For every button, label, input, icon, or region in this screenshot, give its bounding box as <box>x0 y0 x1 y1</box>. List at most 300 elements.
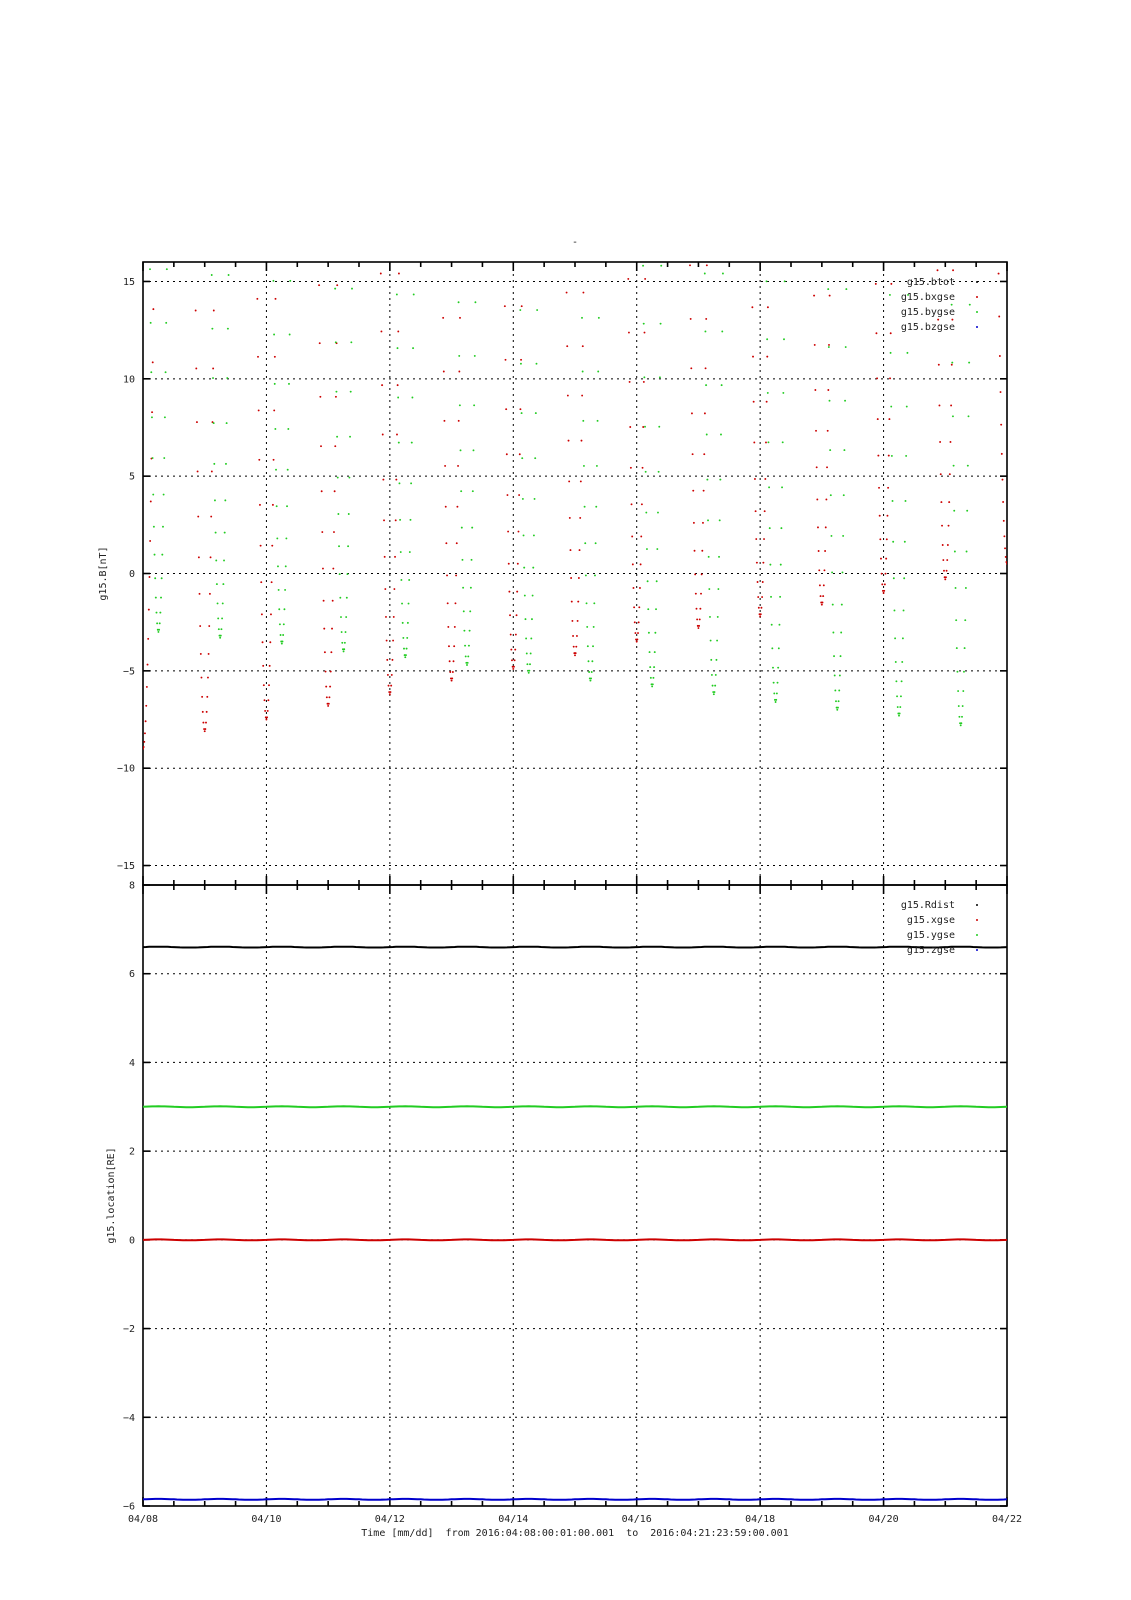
data-point-g15-bygse <box>524 595 526 597</box>
data-point-g15-bygse <box>460 449 462 451</box>
data-point-g15-bygse <box>589 680 591 682</box>
data-point-g15-bygse <box>522 498 524 500</box>
data-point-g15-bxgse <box>758 607 760 609</box>
data-point-g15-bxgse <box>264 710 266 712</box>
data-point-g15-bygse <box>704 331 706 333</box>
data-point-g15-bxgse <box>952 269 954 271</box>
data-point-g15-bxgse <box>1005 556 1007 558</box>
data-point-g15-bygse <box>888 232 890 234</box>
data-point-g15-bygse <box>161 554 163 556</box>
data-point-g15-bygse <box>336 436 338 438</box>
data-point-g15-bxgse <box>703 490 705 492</box>
data-point-g15-bxgse <box>271 545 273 547</box>
data-point-g15-bygse <box>583 465 585 467</box>
data-point-g15-bxgse <box>881 573 883 575</box>
data-point-g15-bygse <box>528 672 530 674</box>
x-tick-label: 04/22 <box>991 1514 1023 1525</box>
data-point-g15-bygse <box>642 265 644 267</box>
data-point-g15-bygse <box>896 695 898 697</box>
data-point-g15-bygse <box>593 626 595 628</box>
series-line-g15-zgse <box>143 1499 1007 1500</box>
data-point-g15-bxgse <box>753 401 755 403</box>
legend-marker <box>976 934 978 936</box>
data-point-g15-bygse <box>526 653 528 655</box>
data-point-g15-bygse <box>217 602 219 604</box>
data-point-g15-bygse <box>782 441 784 443</box>
data-point-g15-bxgse <box>583 234 585 236</box>
data-point-g15-bxgse <box>146 686 148 688</box>
data-point-g15-bxgse <box>329 686 331 688</box>
data-point-g15-bxgse <box>152 308 154 310</box>
data-point-g15-bygse <box>960 722 962 724</box>
data-point-g15-bygse <box>957 671 959 673</box>
data-point-g15-bygse <box>710 659 712 661</box>
data-point-g15-bxgse <box>155 61 157 63</box>
data-point-g15-bxgse <box>1000 391 1002 393</box>
data-point-g15-bxgse <box>211 471 213 473</box>
legend-label: g15.btot <box>906 277 955 288</box>
data-point-g15-bygse <box>535 412 537 414</box>
data-point-g15-bygse <box>397 347 399 349</box>
data-point-g15-bxgse <box>823 569 825 571</box>
data-point-g15-bxgse <box>642 426 644 428</box>
data-point-g15-bygse <box>966 551 968 553</box>
data-point-g15-bxgse <box>386 659 388 661</box>
data-point-g15-bxgse <box>829 241 831 243</box>
x-tick-label: 04/16 <box>621 1514 652 1525</box>
data-point-g15-bygse <box>469 610 471 612</box>
data-point-g15-bxgse <box>505 359 507 361</box>
data-point-g15-bxgse <box>257 356 259 358</box>
data-point-g15-bygse <box>951 362 953 364</box>
data-point-g15-bygse <box>582 420 584 422</box>
data-point-g15-bxgse <box>460 259 462 261</box>
data-point-g15-bygse <box>288 383 290 385</box>
plot-frame <box>143 885 1007 1506</box>
data-point-g15-bygse <box>345 616 347 618</box>
data-point-g15-bxgse <box>755 510 757 512</box>
data-point-g15-bxgse <box>695 593 697 595</box>
data-point-g15-bygse <box>597 420 599 422</box>
data-point-g15-bxgse <box>256 236 258 238</box>
data-point-g15-bygse <box>769 564 771 566</box>
data-point-g15-bxgse <box>147 638 149 640</box>
data-point-g15-bxgse <box>448 645 450 647</box>
data-point-g15-bygse <box>584 542 586 544</box>
data-point-g15-bygse <box>165 322 167 324</box>
data-point-g15-bxgse <box>510 649 512 651</box>
data-point-g15-bygse <box>157 631 159 633</box>
y-tick-label: −4 <box>122 1412 135 1424</box>
data-point-g15-bygse <box>473 449 475 451</box>
y-tick-label: 8 <box>128 880 135 892</box>
data-point-g15-bxgse <box>753 442 755 444</box>
data-point-g15-bxgse <box>519 408 521 410</box>
data-point-g15-bxgse <box>951 319 953 321</box>
data-point-g15-bxgse <box>206 711 208 713</box>
data-point-g15-bygse <box>160 597 162 599</box>
data-point-g15-bygse <box>474 355 476 357</box>
data-point-g15-bxgse <box>325 671 327 673</box>
data-point-g15-bxgse <box>582 292 584 294</box>
data-point-g15-bxgse <box>382 434 384 436</box>
data-point-g15-bxgse <box>998 316 1000 318</box>
data-point-g15-bxgse <box>995 67 997 69</box>
data-point-g15-bygse <box>586 602 588 604</box>
data-point-g15-bygse <box>457 243 459 245</box>
data-point-g15-bygse <box>713 693 715 695</box>
data-point-g15-bygse <box>339 597 341 599</box>
data-point-g15-bxgse <box>443 371 445 373</box>
data-point-g15-bxgse <box>994 6 996 8</box>
data-point-g15-bygse <box>894 609 896 611</box>
data-point-g15-bxgse <box>637 632 639 634</box>
data-point-g15-bygse <box>714 691 716 693</box>
data-point-g15-bxgse <box>513 666 515 668</box>
data-point-g15-bygse <box>152 457 154 459</box>
data-point-g15-bxgse <box>385 616 387 618</box>
data-point-g15-bygse <box>835 700 837 702</box>
data-point-g15-bxgse <box>766 401 768 403</box>
legend-label: g15.bxgse <box>900 292 955 303</box>
data-point-g15-bygse <box>338 545 340 547</box>
data-point-g15-bxgse <box>568 440 570 442</box>
data-point-g15-bxgse <box>764 478 766 480</box>
data-point-g15-bygse <box>599 259 601 261</box>
data-point-g15-bxgse <box>381 384 383 386</box>
data-point-g15-bxgse <box>519 453 521 455</box>
data-point-g15-bygse <box>710 640 712 642</box>
data-point-g15-bxgse <box>258 459 260 461</box>
data-point-g15-bygse <box>839 674 841 676</box>
data-point-g15-bxgse <box>571 601 573 603</box>
data-point-g15-bxgse <box>261 613 263 615</box>
data-point-g15-bygse <box>705 384 707 386</box>
data-point-g15-bxgse <box>269 641 271 643</box>
data-point-g15-bygse <box>226 377 228 379</box>
data-point-g15-bygse <box>473 404 475 406</box>
x-axis-label: Time [mm/dd] from 2016:04:08:00:01:00.001 to 2016:04:21:23:59:00.001 <box>361 1528 789 1539</box>
data-point-g15-bxgse <box>390 685 392 687</box>
data-point-g15-bxgse <box>213 310 215 312</box>
data-point-g15-bxgse <box>456 506 458 508</box>
data-point-g15-bygse <box>337 513 339 515</box>
data-point-g15-bygse <box>285 537 287 539</box>
data-point-g15-bxgse <box>754 478 756 480</box>
data-point-g15-bxgse <box>889 377 891 379</box>
data-point-g15-bxgse <box>145 705 147 707</box>
data-point-g15-bygse <box>467 662 469 664</box>
data-point-g15-bygse <box>225 463 227 465</box>
data-point-g15-bygse <box>282 640 284 642</box>
data-point-g15-bxgse <box>689 264 691 266</box>
data-point-g15-bxgse <box>877 455 879 457</box>
data-point-g15-bxgse <box>890 332 892 334</box>
data-point-g15-bygse <box>827 226 829 228</box>
data-point-g15-bxgse <box>940 501 942 503</box>
data-point-g15-bxgse <box>455 602 457 604</box>
data-point-g15-bxgse <box>256 298 258 300</box>
data-point-g15-bygse <box>840 655 842 657</box>
data-point-g15-bxgse <box>568 480 570 482</box>
data-point-g15-bygse <box>591 660 593 662</box>
data-point-g15-bxgse <box>942 559 944 561</box>
data-point-g15-bygse <box>651 685 653 687</box>
data-point-g15-bxgse <box>761 596 763 598</box>
data-point-g15-bxgse <box>700 593 702 595</box>
data-point-g15-bygse <box>346 597 348 599</box>
data-point-g15-bygse <box>902 637 904 639</box>
data-point-g15-bygse <box>777 667 779 669</box>
data-point-g15-bxgse <box>457 465 459 467</box>
data-point-g15-bygse <box>347 545 349 547</box>
data-point-g15-bxgse <box>198 556 200 558</box>
data-point-g15-bxgse <box>322 568 324 570</box>
data-point-g15-bygse <box>967 465 969 467</box>
data-point-g15-bxgse <box>634 621 636 623</box>
data-point-g15-bygse <box>226 422 228 424</box>
data-point-g15-bxgse <box>148 609 150 611</box>
data-point-g15-bxgse <box>950 441 952 443</box>
data-point-g15-bygse <box>474 301 476 303</box>
data-point-g15-bxgse <box>572 635 574 637</box>
data-point-g15-bygse <box>413 236 415 238</box>
data-point-g15-bxgse <box>267 710 269 712</box>
data-point-g15-bygse <box>961 716 963 718</box>
data-point-g15-bxgse <box>938 364 940 366</box>
data-point-g15-bxgse <box>751 253 753 255</box>
data-point-g15-bxgse <box>691 412 693 414</box>
data-point-g15-bxgse <box>996 176 998 178</box>
data-point-g15-bxgse <box>946 559 948 561</box>
data-point-g15-bygse <box>529 663 531 665</box>
data-point-g15-bxgse <box>516 614 518 616</box>
data-point-g15-bygse <box>643 376 645 378</box>
data-point-g15-bygse <box>161 577 163 579</box>
data-point-g15-bygse <box>163 457 165 459</box>
data-point-g15-bygse <box>343 648 345 650</box>
data-point-g15-bxgse <box>632 563 634 565</box>
data-point-g15-bygse <box>955 587 957 589</box>
data-point-g15-bygse <box>768 486 770 488</box>
data-point-g15-bxgse <box>258 409 260 411</box>
data-point-g15-bxgse <box>151 411 153 413</box>
data-point-g15-bxgse <box>877 418 879 420</box>
data-point-g15-bxgse <box>518 531 520 533</box>
data-point-g15-bxgse <box>1002 479 1004 481</box>
data-point-g15-bxgse <box>879 538 881 540</box>
data-point-g15-bygse <box>341 631 343 633</box>
data-point-g15-bxgse <box>950 405 952 407</box>
y-tick-label: 0 <box>128 569 135 580</box>
legend-marker <box>976 326 978 328</box>
data-point-g15-bygse <box>458 355 460 357</box>
data-point-g15-bxgse <box>397 384 399 386</box>
data-point-g15-bxgse <box>326 696 328 698</box>
data-point-g15-bxgse <box>693 522 695 524</box>
data-point-g15-bxgse <box>331 628 333 630</box>
data-point-g15-bygse <box>212 377 214 379</box>
data-point-g15-bygse <box>159 622 161 624</box>
data-point-g15-bxgse <box>206 696 208 698</box>
data-point-g15-bygse <box>899 713 901 715</box>
data-point-g15-bxgse <box>576 635 578 637</box>
data-point-g15-bygse <box>278 589 280 591</box>
data-point-g15-bxgse <box>880 558 882 560</box>
legend-label: g15.xgse <box>906 915 955 926</box>
data-point-g15-bxgse <box>577 601 579 603</box>
data-point-g15-bxgse <box>876 377 878 379</box>
data-point-g15-bygse <box>350 391 352 393</box>
data-point-g15-bxgse <box>762 562 764 564</box>
data-point-g15-bxgse <box>567 395 569 397</box>
data-point-g15-bygse <box>950 241 952 243</box>
data-point-g15-bygse <box>656 580 658 582</box>
data-point-g15-bxgse <box>629 381 631 383</box>
data-point-g15-bxgse <box>199 625 201 627</box>
data-point-g15-bygse <box>463 610 465 612</box>
data-point-g15-bxgse <box>1002 501 1004 503</box>
data-point-g15-bygse <box>778 647 780 649</box>
data-point-g15-bxgse <box>451 680 453 682</box>
data-point-g15-bygse <box>213 463 215 465</box>
data-point-g15-bxgse <box>887 515 889 517</box>
data-point-g15-bygse <box>289 334 291 336</box>
data-point-g15-bygse <box>712 685 714 687</box>
y-tick-label: 6 <box>128 969 135 981</box>
data-point-g15-bxgse <box>318 284 320 286</box>
data-point-g15-bygse <box>401 603 403 605</box>
data-point-g15-bygse <box>532 567 534 569</box>
y-axis-label: g15.B[nT] <box>98 546 109 601</box>
data-point-g15-bxgse <box>949 473 951 475</box>
data-point-g15-bygse <box>335 391 337 393</box>
data-point-g15-bxgse <box>702 522 704 524</box>
data-point-g15-bygse <box>836 709 838 711</box>
data-point-g15-bygse <box>465 655 467 657</box>
data-point-g15-bygse <box>398 442 400 444</box>
data-point-g15-bygse <box>711 674 713 676</box>
legend-label: g15.Rdist <box>900 900 955 911</box>
data-point-g15-bxgse <box>446 574 448 576</box>
data-point-g15-bygse <box>706 479 708 481</box>
data-point-g15-bygse <box>289 280 291 282</box>
data-point-g15-bxgse <box>334 445 336 447</box>
data-point-g15-bxgse <box>388 685 390 687</box>
data-point-g15-bygse <box>656 548 658 550</box>
data-point-g15-bygse <box>281 643 283 645</box>
data-point-g15-bxgse <box>335 396 337 398</box>
data-point-g15-bxgse <box>696 608 698 610</box>
data-point-g15-bxgse <box>767 306 769 308</box>
data-point-g15-bxgse <box>812 241 814 243</box>
data-point-g15-bygse <box>903 577 905 579</box>
data-point-g15-bygse <box>892 500 894 502</box>
data-point-g15-bygse <box>834 674 836 676</box>
data-point-g15-bygse <box>590 677 592 679</box>
data-point-g15-bxgse <box>268 684 270 686</box>
data-point-g15-bxgse <box>449 671 451 673</box>
data-point-g15-bygse <box>283 623 285 625</box>
data-point-g15-bygse <box>408 603 410 605</box>
data-point-g15-bxgse <box>579 549 581 551</box>
data-point-g15-bxgse <box>194 247 196 249</box>
data-point-g15-bxgse <box>634 632 636 634</box>
data-point-g15-bygse <box>585 574 587 576</box>
data-point-g15-bxgse <box>197 471 199 473</box>
data-point-g15-bygse <box>783 338 785 340</box>
data-point-g15-bxgse <box>818 550 820 552</box>
data-point-g15-bygse <box>468 645 470 647</box>
data-point-g15-bxgse <box>271 581 273 583</box>
data-point-g15-bygse <box>952 415 954 417</box>
data-point-g15-bxgse <box>208 653 210 655</box>
data-point-g15-bxgse <box>768 253 770 255</box>
data-point-g15-bxgse <box>755 538 757 540</box>
data-point-g15-bygse <box>223 560 225 562</box>
data-point-g15-bxgse <box>875 283 877 285</box>
data-point-g15-bygse <box>213 422 215 424</box>
data-point-g15-bxgse <box>999 355 1001 357</box>
data-point-g15-bygse <box>156 622 158 624</box>
data-point-g15-bygse <box>771 624 773 626</box>
data-point-g15-bygse <box>777 682 779 684</box>
data-point-g15-bygse <box>525 618 527 620</box>
data-point-g15-bxgse <box>447 602 449 604</box>
y-tick-label: 15 <box>122 276 135 288</box>
data-point-g15-bygse <box>335 341 337 343</box>
data-point-g15-bxgse <box>566 345 568 347</box>
data-point-g15-bygse <box>273 334 275 336</box>
data-point-g15-bxgse <box>444 465 446 467</box>
data-point-g15-bygse <box>461 527 463 529</box>
data-point-g15-bxgse <box>942 544 944 546</box>
data-point-g15-bygse <box>958 716 960 718</box>
data-point-g15-bxgse <box>941 525 943 527</box>
data-point-g15-bygse <box>708 588 710 590</box>
data-point-g15-bygse <box>334 288 336 290</box>
data-point-g15-bxgse <box>260 581 262 583</box>
data-point-g15-bygse <box>472 490 474 492</box>
data-point-g15-bygse <box>152 494 154 496</box>
data-point-g15-bygse <box>892 541 894 543</box>
data-point-g15-bxgse <box>210 516 212 518</box>
data-point-g15-bygse <box>968 362 970 364</box>
data-point-g15-bxgse <box>521 247 523 249</box>
data-point-g15-bygse <box>413 294 415 296</box>
data-point-g15-bygse <box>410 482 412 484</box>
data-point-g15-bygse <box>767 441 769 443</box>
data-point-g15-bxgse <box>453 660 455 662</box>
data-point-g15-bygse <box>827 288 829 290</box>
data-point-g15-bygse <box>652 677 654 679</box>
data-point-g15-bygse <box>897 706 899 708</box>
data-point-g15-bxgse <box>566 292 568 294</box>
data-point-g15-bxgse <box>200 653 202 655</box>
data-point-g15-bygse <box>837 707 839 709</box>
data-point-g15-bygse <box>784 280 786 282</box>
data-point-g15-bxgse <box>818 569 820 571</box>
data-point-g15-bygse <box>650 677 652 679</box>
data-point-g15-bygse <box>780 564 782 566</box>
data-point-g15-bxgse <box>580 480 582 482</box>
data-point-g15-bygse <box>462 559 464 561</box>
data-point-g15-bxgse <box>996 123 998 125</box>
data-point-g15-bygse <box>466 664 468 666</box>
data-point-g15-bygse <box>838 700 840 702</box>
data-point-g15-bygse <box>841 604 843 606</box>
data-point-g15-bygse <box>156 612 158 614</box>
